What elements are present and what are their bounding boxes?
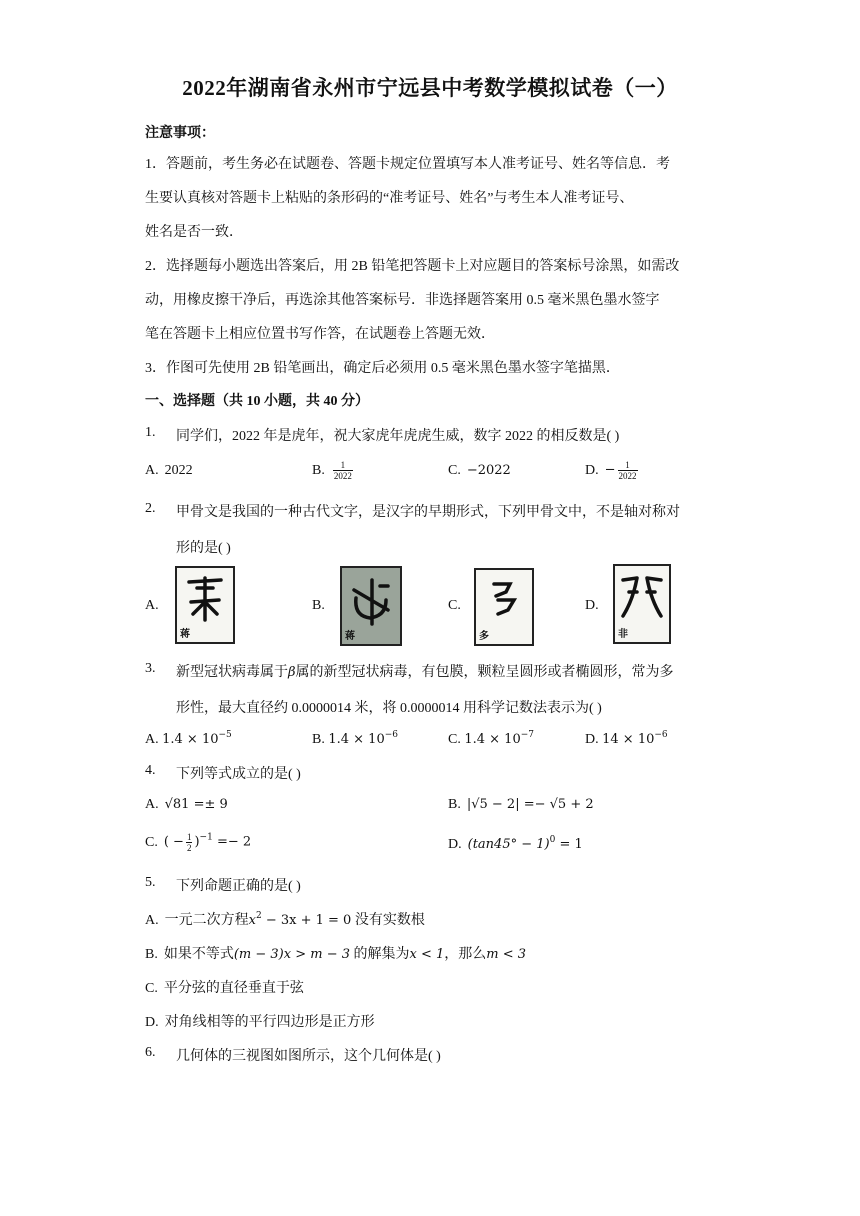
- math-expression: (m − 3)x > m − 3: [233, 947, 350, 962]
- option-value: 1.4 × 10: [328, 732, 385, 747]
- option-label: C.: [145, 981, 158, 996]
- option-value: ( −: [163, 834, 184, 850]
- option-value: (tan45° − 1): [467, 837, 550, 852]
- option-a: [145, 909, 425, 929]
- option-c: [145, 977, 304, 997]
- notice-line: 2．选择题每小题选出答案后，用 2B 铅笔把答题卡上对应题目的答案标号涂黑，如需改: [145, 259, 680, 274]
- option-label: B.: [312, 598, 325, 613]
- question-number: 4.: [145, 763, 156, 778]
- option-label: C.: [448, 732, 461, 747]
- exponent: 0: [549, 835, 556, 845]
- option-label: D.: [585, 732, 599, 747]
- option-label: A.: [145, 463, 159, 478]
- oracle-character-image-b: [340, 566, 402, 646]
- option-label: B.: [312, 462, 325, 478]
- option-text: 一元二次方程: [164, 913, 249, 928]
- page-title: 2022年湖南省永州市宁远县中考数学模拟试卷（一）: [182, 76, 678, 100]
- exponent: −6: [384, 730, 398, 740]
- fraction-denominator: 2: [186, 843, 192, 853]
- option-label: B.: [448, 797, 461, 812]
- option-label: D.: [585, 462, 599, 478]
- oracle-caption: 多: [479, 631, 489, 642]
- question-text: [176, 661, 674, 681]
- section-heading: 一、选择题（共 10 小题，共 40 分）: [145, 394, 369, 409]
- exponent: −5: [218, 730, 232, 740]
- math-expression: − 3x + 1 = 0: [261, 913, 352, 928]
- option-b: [312, 730, 398, 748]
- option-label: B.: [312, 732, 325, 747]
- option-value: 1.4 × 10: [162, 732, 219, 747]
- option-label: A.: [145, 913, 159, 928]
- fraction-numerator: 1: [333, 460, 353, 471]
- fraction: [333, 460, 353, 481]
- option-a: [145, 463, 193, 479]
- option-b: [448, 797, 594, 813]
- option-b: [312, 460, 355, 481]
- option-value: −2022: [466, 463, 511, 478]
- option-b: [145, 943, 526, 963]
- fraction-numerator: 1: [618, 460, 638, 471]
- fraction: [186, 832, 193, 853]
- option-value: |√5 − 2| =− √5 + 2: [466, 797, 594, 812]
- minus-sign: −: [604, 462, 616, 478]
- question-text: 形的是( ): [176, 541, 231, 556]
- option-value: =− 2: [212, 834, 252, 850]
- option-value: 14 × 10: [602, 732, 655, 747]
- math-expression: x: [248, 913, 256, 928]
- question-text: 几何体的三视图如图所示，这个几何体是( ): [176, 1049, 441, 1064]
- option-value: ): [194, 834, 200, 850]
- option-a: [145, 797, 228, 813]
- question-text: 甲骨文是我国的一种古代文字，是汉字的早期形式，下列甲骨文中，不是轴对称对: [176, 505, 680, 520]
- oracle-character-image-a: [175, 566, 235, 644]
- option-c: [448, 463, 511, 479]
- notice-line: 1．答题前，考生务必在试题卷、答题卡规定位置填写本人准考证号、姓名等信息．考: [145, 157, 670, 172]
- question-number: 1.: [145, 425, 156, 440]
- option-value: 1.4 × 10: [464, 732, 521, 747]
- question-number: 5.: [145, 875, 156, 890]
- oracle-caption: 非: [618, 629, 628, 640]
- option-d: [585, 730, 668, 748]
- option-text: 没有实数根: [351, 913, 425, 928]
- option-value: 2022: [164, 463, 193, 478]
- option-c: [145, 832, 251, 853]
- oracle-caption: 蒋: [180, 629, 190, 640]
- option-label: C.: [448, 598, 461, 613]
- option-text: 如果不等式: [163, 947, 234, 962]
- oracle-character-image-d: [613, 564, 671, 644]
- beta-symbol: β: [288, 665, 296, 680]
- question-text: 形性，最大直径约 0.0000014 米，将 0.0000014 用科学记数法表示为( ): [176, 701, 602, 716]
- notice-line: 动，用橡皮擦干净后，再选涂其他答案标号．非选择题答案用 0.5 毫米黑色墨水签字: [145, 293, 660, 308]
- option-value: √81 =± 9: [164, 797, 228, 812]
- option-value: = 1: [555, 837, 583, 852]
- option-d: [585, 460, 640, 481]
- question-number: 2.: [145, 501, 156, 516]
- fraction-denominator: 2022: [333, 471, 352, 481]
- option-d: [145, 1011, 375, 1031]
- math-expression: m < 3: [486, 947, 527, 962]
- option-label: C.: [448, 463, 461, 478]
- option-text: 对角线相等的平行四边形是正方形: [164, 1015, 375, 1030]
- exponent: −6: [654, 730, 668, 740]
- question-text-part: 新型冠状病毒属于: [176, 665, 288, 680]
- option-a: [145, 730, 232, 748]
- option-text: 平分弦的直径垂直于弦: [163, 981, 304, 996]
- question-text-part: 属的新型冠状病毒，有包膜，颗粒呈圆形或者椭圆形，常为多: [295, 665, 674, 680]
- option-label: A.: [145, 797, 159, 812]
- fraction-numerator: 1: [186, 832, 192, 842]
- option-d: [448, 835, 583, 853]
- notice-line: 3．作图可先使用 2B 铅笔画出，确定后必须用 0.5 毫米黑色墨水签字笔描黑．: [145, 361, 620, 376]
- fraction-denominator: 2022: [618, 471, 637, 481]
- question-text: 下列命题正确的是( ): [176, 879, 301, 894]
- option-text: ，那么: [444, 947, 487, 962]
- exponent: −1: [199, 832, 213, 843]
- option-label: D.: [145, 1015, 159, 1030]
- notice-line: 姓名是否一致．: [145, 225, 243, 240]
- notice-line: 笔在答题卡上相应位置书写作答，在试题卷上答题无效．: [145, 327, 495, 342]
- math-expression: x < 1: [409, 947, 445, 962]
- option-text: 的解集为: [350, 947, 410, 962]
- fraction: [618, 460, 638, 481]
- option-label: C.: [145, 834, 158, 850]
- question-number: 6.: [145, 1045, 156, 1060]
- option-label: D.: [448, 837, 462, 852]
- option-label: D.: [585, 598, 599, 613]
- question-text: 同学们，2022 年是虎年，祝大家虎年虎虎生威，数字 2022 的相反数是( ): [176, 429, 620, 444]
- option-c: [448, 730, 534, 748]
- question-number: 3.: [145, 661, 156, 676]
- exponent: 2: [255, 911, 262, 921]
- oracle-caption: 蒋: [345, 631, 355, 642]
- option-label: A.: [145, 732, 159, 747]
- notice-heading: 注意事项：: [145, 126, 215, 141]
- question-text: 下列等式成立的是( ): [176, 767, 301, 782]
- option-label: B.: [145, 947, 158, 962]
- notice-line: 生要认真核对答题卡上粘贴的条形码的“准考证号、姓名”与考生本人准考证号、: [145, 191, 634, 206]
- option-label: A.: [145, 598, 159, 613]
- exponent: −7: [520, 730, 534, 740]
- oracle-character-image-c: [474, 568, 534, 646]
